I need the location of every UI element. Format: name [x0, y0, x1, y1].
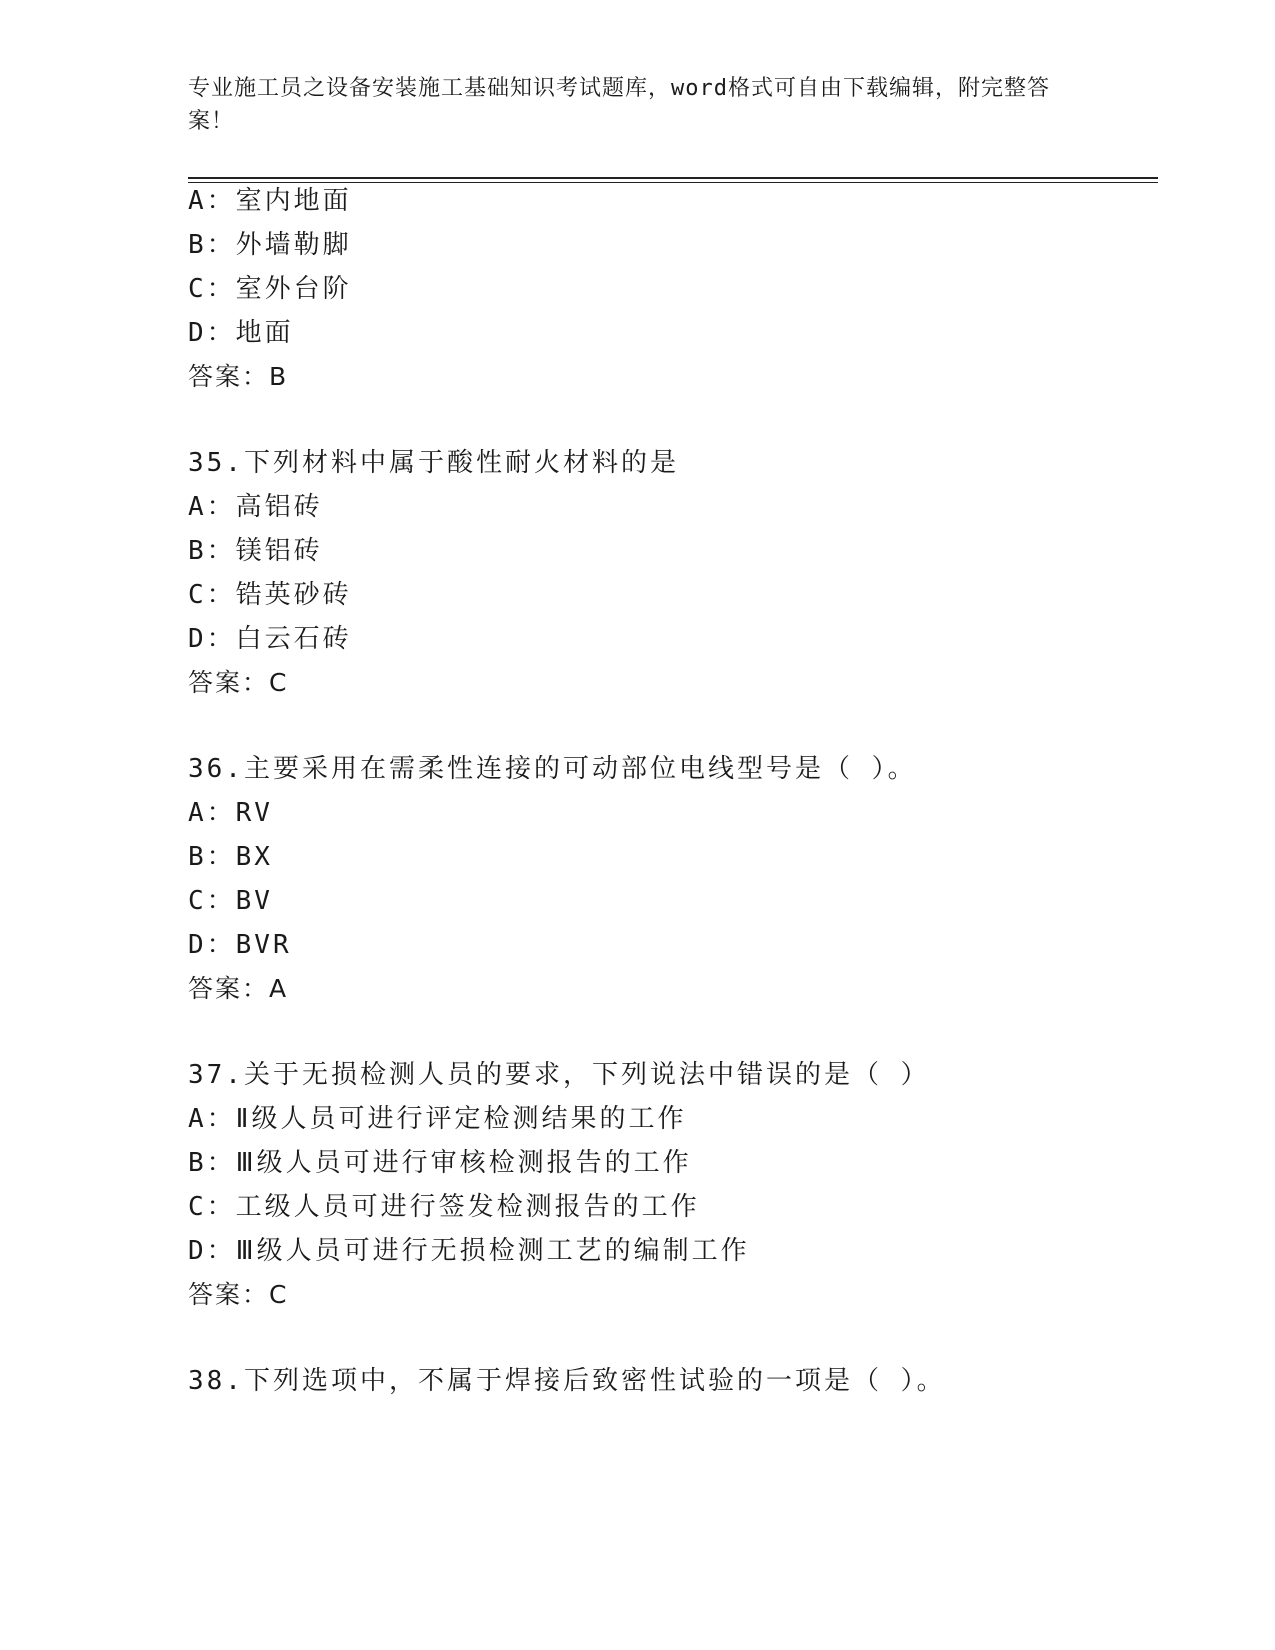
q36-question: 36.主要采用在需柔性连接的可动部位电线型号是（ ）。	[188, 754, 917, 784]
q35-option-b: B：镁铝砖	[188, 536, 323, 566]
q35-option-d: D：白云石砖	[188, 624, 352, 654]
q34-option-c: C：室外台阶	[188, 274, 352, 304]
q35-answer: 答案：C	[188, 668, 289, 697]
q34-option-d: D：地面	[188, 318, 294, 348]
q35-option-a: A：高铝砖	[188, 492, 323, 522]
header-divider	[188, 177, 1158, 183]
q35-option-c: C：锆英砂砖	[188, 580, 352, 610]
q36-option-b: B：BX	[188, 842, 273, 872]
q37-option-b: B：Ⅲ级人员可进行审核检测报告的工作	[188, 1148, 692, 1178]
q37-option-d: D：Ⅲ级人员可进行无损检测工艺的编制工作	[188, 1236, 750, 1266]
q37-answer: 答案：C	[188, 1280, 289, 1309]
q36-answer: 答案：A	[188, 974, 289, 1003]
q36-option-a: A：RV	[188, 798, 273, 828]
q34-option-b: B：外墙勒脚	[188, 230, 352, 260]
q34-option-a: A：室内地面	[188, 186, 352, 216]
q37-option-a: A：Ⅱ级人员可进行评定检测结果的工作	[188, 1104, 687, 1134]
q35-question: 35.下列材料中属于酸性耐火材料的是	[188, 448, 679, 478]
q37-option-c: C：工级人员可进行签发检测报告的工作	[188, 1192, 700, 1222]
q37-question: 37.关于无损检测人员的要求，下列说法中错误的是（ ）	[188, 1060, 930, 1090]
q36-option-d: D：BVR	[188, 930, 292, 960]
document-header: 专业施工员之设备安装施工基础知识考试题库，word格式可自由下载编辑，附完整答案！	[188, 76, 1050, 134]
q36-option-c: C：BV	[188, 886, 273, 916]
q34-answer: 答案：B	[188, 362, 289, 391]
q38-question: 38.下列选项中，不属于焊接后致密性试验的一项是（ ）。	[188, 1366, 946, 1396]
